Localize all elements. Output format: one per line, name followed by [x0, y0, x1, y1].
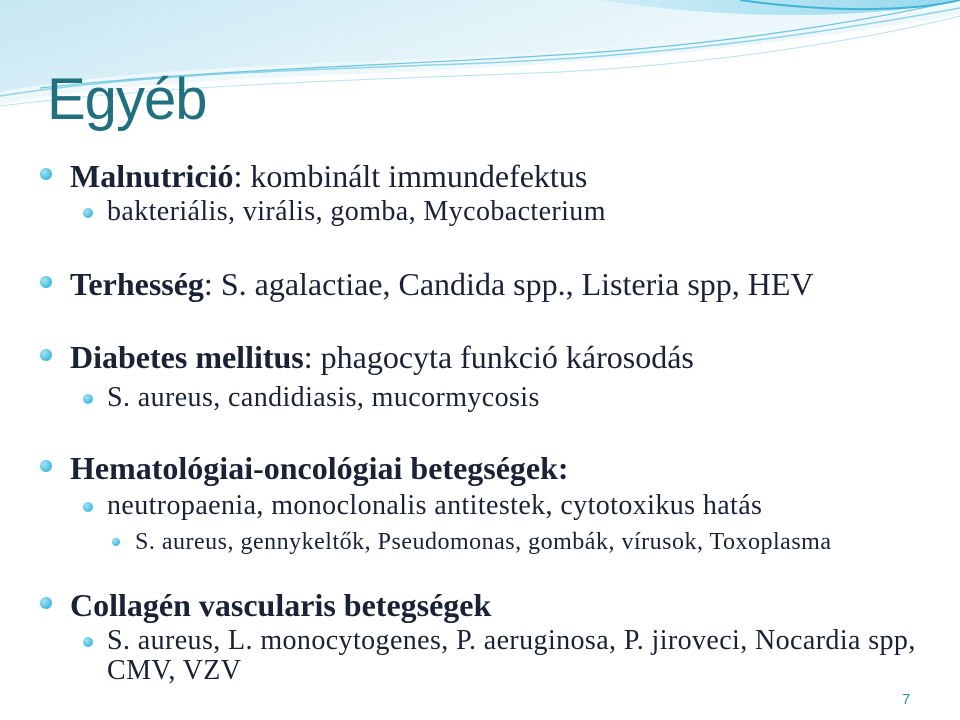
bullet-item-hematologiai [70, 448, 569, 488]
bullet-item-terhesseg [70, 264, 814, 304]
sub-bullet-item [107, 491, 762, 521]
item-text: : kombinált immundefektus [233, 158, 588, 194]
sub-bullet-item [107, 626, 952, 686]
item-label: Malnutrició [70, 158, 234, 194]
bullet-icon [40, 168, 52, 180]
bullet-icon [40, 460, 52, 472]
bullet-icon [112, 538, 120, 546]
sub-item-text: bakteriális, virális, gomba, Mycobacterium [107, 196, 606, 227]
sub-bullet-item [107, 383, 540, 413]
sub-item-text: neutropaenia, monoclonalis antitestek, cytotoxikus hatás [107, 490, 763, 521]
item-text: : S. agalactiae, Candida spp., Listeria spp, HEV [203, 266, 814, 302]
sub-bullet-item [107, 197, 606, 227]
bullet-icon [40, 349, 52, 361]
sub-sub-bullet-item [135, 527, 831, 557]
item-text: : phagocyta funkció károsodás [303, 339, 694, 375]
item-label: Terhesség [70, 266, 204, 302]
bullet-icon [40, 597, 52, 609]
bullet-item-collagen [70, 585, 491, 625]
bullet-icon [83, 394, 93, 404]
bullet-icon [83, 208, 93, 218]
bullet-item-diabetes [70, 337, 694, 377]
slide-title: Egyéb [47, 67, 207, 132]
sub-item-text: S. aureus, candidiasis, mucormycosis [107, 382, 540, 413]
item-label: Diabetes mellitus [70, 339, 304, 375]
bullet-icon [83, 502, 93, 512]
page-number: 7 [902, 691, 911, 708]
item-label: Hematológiai-oncológiai betegségek: [70, 450, 569, 486]
sub-item-text: S. aureus, L. monocytogenes, P. aeruginosa, P. jiroveci, Nocardia spp, CMV, VZV [107, 625, 916, 686]
sub-sub-item-text: S. aureus, gennykeltők, Pseudomonas, gombák, vírusok, Toxoplasma [135, 529, 832, 555]
bullet-icon [83, 637, 93, 647]
bullet-item-malnutricio [70, 156, 587, 196]
item-label: Collagén vascularis betegségek [70, 587, 492, 623]
bullet-icon [40, 276, 52, 288]
